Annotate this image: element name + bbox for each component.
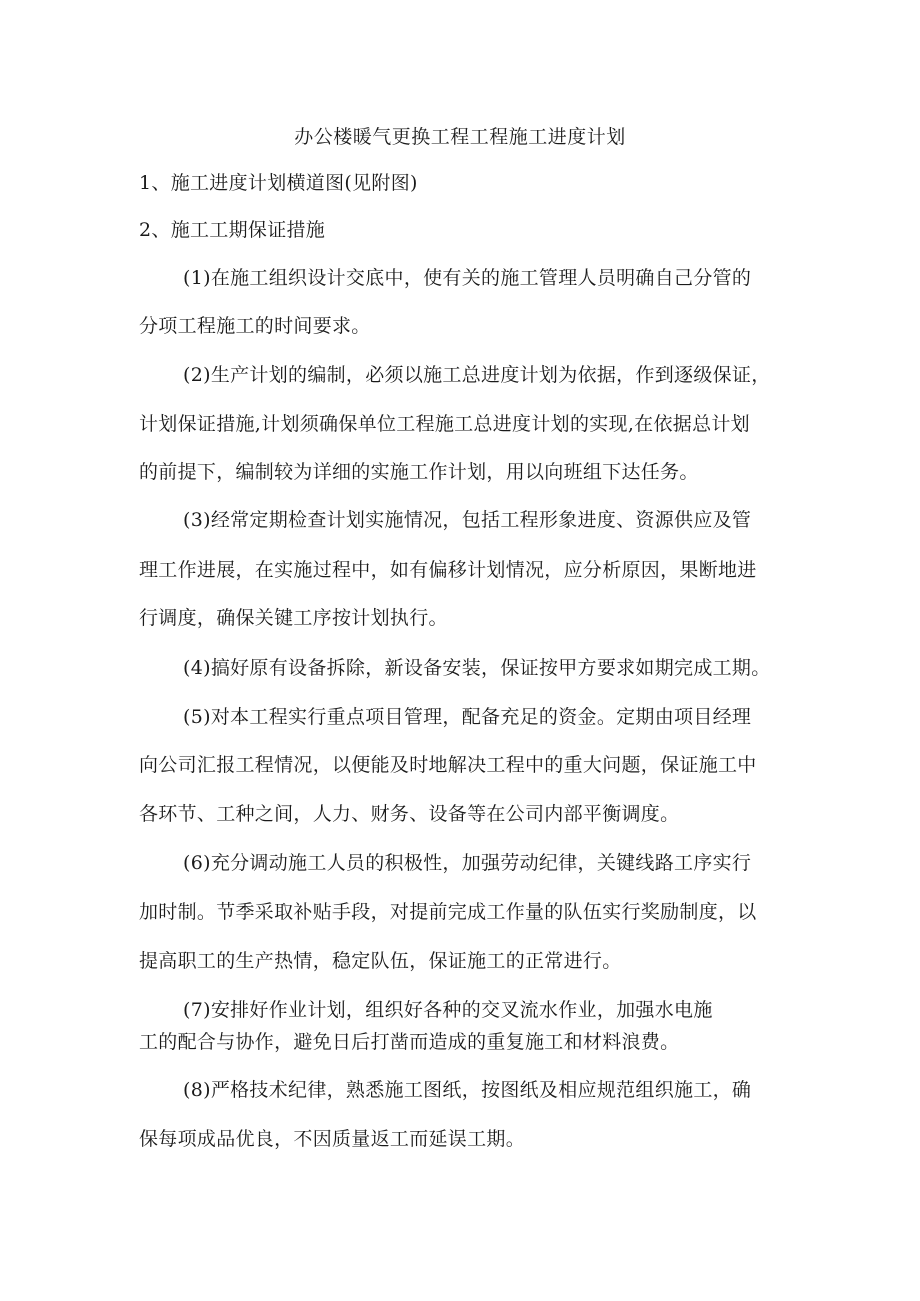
paragraph-line: (2)生产计划的编制，必须以施工总进度计划为依据，作到逐级保证， bbox=[183, 364, 771, 386]
paragraph-line: 工的配合与协作，避免日后打凿而造成的重复施工和材料浪费。 bbox=[139, 1031, 680, 1053]
paragraph-line: 分项工程施工的时间要求。 bbox=[139, 315, 371, 337]
paragraph-line: 理工作进展，在实施过程中，如有偏移计划情况，应分析原因，果断地进 bbox=[139, 559, 757, 581]
paragraph-line: 行调度，确保关键工序按计划执行。 bbox=[139, 607, 448, 629]
paragraph-line: (1)在施工组织设计交底中，使有关的施工管理人员明确自己分管的 bbox=[183, 267, 752, 289]
paragraph-line: 的前提下，编制较为详细的实施工作计划，用以向班组下达任务。 bbox=[139, 461, 699, 483]
paragraph-line: (8)严格技术纪律，熟悉施工图纸，按图纸及相应规范组织施工，确 bbox=[183, 1079, 752, 1101]
paragraph-line: 提高职工的生产热情，稳定队伍，保证施工的正常进行。 bbox=[139, 950, 622, 972]
section-heading-measures: 2、施工工期保证措施 bbox=[139, 219, 326, 241]
paragraph-line: (3)经常定期检查计划实施情况，包括工程形象进度、资源供应及管 bbox=[183, 509, 752, 531]
document-title: 办公楼暖气更换工程工程施工进度计划 bbox=[294, 126, 626, 148]
paragraph-line: 各环节、工种之间，人力、财务、设备等在公司内部平衡调度。 bbox=[139, 803, 680, 825]
paragraph-line: 加时制。节季采取补贴手段，对提前完成工作量的队伍实行奖励制度，以 bbox=[139, 901, 757, 923]
paragraph-line: (6)充分调动施工人员的积极性，加强劳动纪律，关键线路工序实行 bbox=[183, 852, 752, 874]
paragraph-line: (7)安排好作业计划，组织好各种的交叉流水作业，加强水电施 bbox=[183, 999, 713, 1021]
paragraph-line: 计划保证措施,计划须确保单位工程施工总进度计划的实现,在依据总计划 bbox=[139, 413, 750, 435]
paragraph-line: 向公司汇报工程情况，以便能及时地解决工程中的重大问题，保证施工中 bbox=[139, 754, 757, 776]
paragraph-line: (5)对本工程实行重点项目管理，配备充足的资金。定期由项目经理 bbox=[183, 706, 752, 728]
paragraph-line: 保每项成品优良，不因质量返工而延误工期。 bbox=[139, 1128, 526, 1150]
paragraph-line: (4)搞好原有设备拆除，新设备安装，保证按甲方要求如期完成工期。 bbox=[183, 657, 771, 679]
section-heading-schedule: 1、施工进度计划横道图(见附图) bbox=[139, 172, 418, 194]
